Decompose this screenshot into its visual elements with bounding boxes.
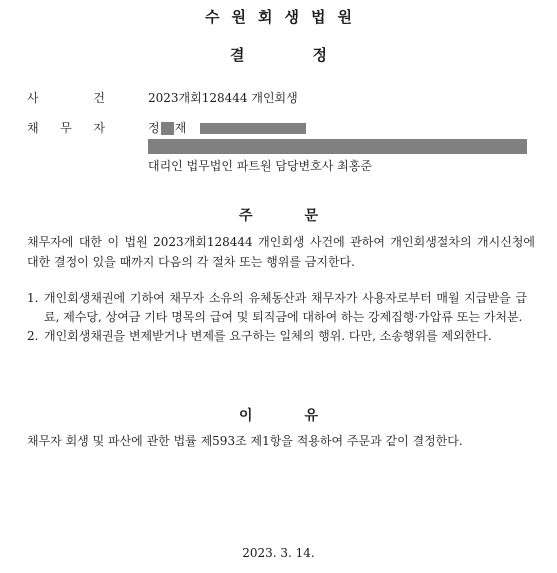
representative: 대리인 법무법인 파트원 담당변호사 최홍준 <box>148 159 372 173</box>
list-item-number: 2. <box>27 329 39 343</box>
case-label <box>27 89 105 106</box>
redaction-block <box>161 122 174 135</box>
case-label-char: 사 <box>27 91 39 105</box>
order-text: 채무자에 대한 이 법원 2023개회128444 개인회생 사건에 관하여 개인회생절차의 개시신청에 대한 결정이 있을 때까지 다음의 각 절차 또는 행위를 금지한다. <box>27 235 535 269</box>
debtor-label-char: 무 <box>60 121 72 135</box>
list-item <box>27 289 527 327</box>
redaction-block <box>200 123 306 134</box>
debtor-label-char: 자 <box>93 121 105 135</box>
debtor-name-last: 재 <box>174 121 187 135</box>
reason-heading: 이유 <box>238 408 371 424</box>
debtor-label <box>27 119 105 136</box>
order-items-list <box>27 289 527 346</box>
list-item-text: 개인회생채권을 변제받거나 변제를 요구하는 일체의 행위. 다만, 소송행위를 제외한다. <box>44 329 492 343</box>
document-type-title: 결정 <box>230 46 395 64</box>
reason-text: 채무자 회생 및 파산에 관한 법률 제593조 제1항을 적용하여 주문과 같이 결정한다. <box>27 434 463 448</box>
decision-date: 2023. 3. 14. <box>242 546 315 560</box>
case-number: 2023개회128444 개인회생 <box>148 91 298 105</box>
debtor-name <box>148 119 306 136</box>
case-label-char: 건 <box>93 91 105 105</box>
list-item-text: 개인회생채권에 기하여 채무자 소유의 유체동산과 채무자가 사용자로부터 매월 지급받을 급료, 제수당, 상여금 기타 명목의 급여 및 퇴직금에 대하여 하는 강제집행·가압류 또는 가처분. <box>44 291 527 324</box>
address-redaction-block <box>148 139 527 154</box>
list-item-number: 1. <box>27 291 39 305</box>
debtor-label-char: 채 <box>27 121 39 135</box>
order-heading: 주문 <box>238 208 371 224</box>
list-item <box>27 327 527 346</box>
debtor-name-first: 정 <box>148 121 160 135</box>
court-name: 수원회생법원 <box>205 8 364 26</box>
